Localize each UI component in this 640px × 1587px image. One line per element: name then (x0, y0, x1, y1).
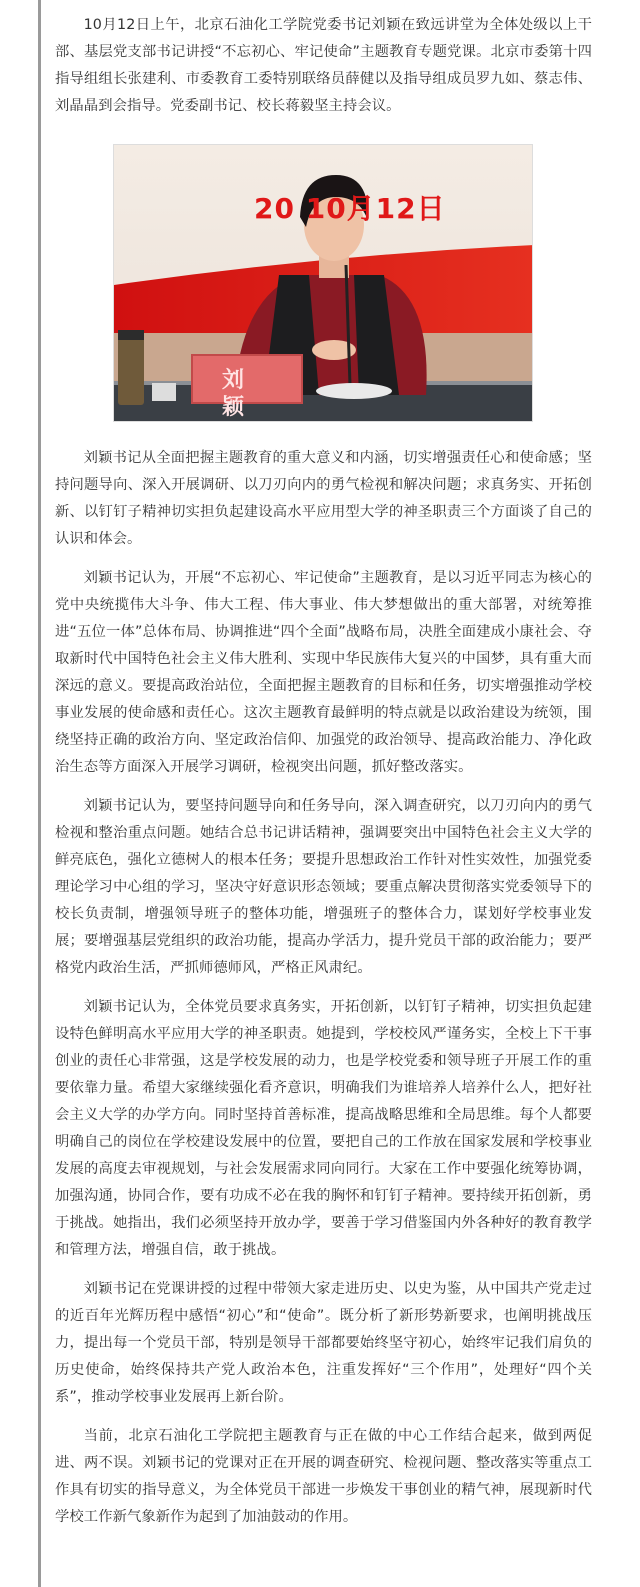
article-paragraph: 刘颖书记从全面把握主题教育的重大意义和内涵，切实增强责任心和使命感；坚持问题导向、深入开展调研、以刀刃向内的勇气检视和解决问题；求真务实、开拓创新、以钉钉子精神切实担负起建设高水平应用型大学的神圣职责三个方面谈了自己的认识和体会。 (55, 450, 592, 547)
lecture-photo (113, 144, 533, 422)
lecture-photo-illustration (114, 145, 533, 422)
article-paragraph: 刘颖书记认为，要坚持问题导向和任务导向，深入调查研究，以刀刃向内的勇气检视和整治重点问题。她结合总书记讲话精神，强调要突出中国特色社会主义大学的鲜亮底色，强化立德树人的根本任务；要提升思想政治工作针对性实效性，加强党委理论学习中心组的学习，坚决守好意识形态领域；要重点解决贯彻落实党委领导下的校长负责制，增强领导班子的整体功能，增强班子的整体合力，谋划好学校事业发展；要增强基层党组织的政治功能，提高办学活力，提升党员干部的政治能力；要严格党内政治生活，严抓师德师风，严格正风肃纪。 (55, 798, 592, 976)
left-border-line (38, 0, 41, 1587)
article-paragraph: 刘颖书记认为，全体党员要求真务实，开拓创新，以钉钉子精神，切实担负起建设特色鲜明高水平应用大学的神圣职责。她提到，学校校风严谨务实，全校上下干事创业的责任心非常强，这是学校发展的动力，也是学校党委和领导班子开展工作的重要依靠力量。希望大家继续强化看齐意识，明确我们为谁培养人培养什么人，把好社会主义大学的办学方向。同时坚持首善标准，提高战略思维和全局思维。每个人都要明确自己的岗位在学校建设发展中的位置，要把自己的工作放在国家发展和学校事业发展的高度去审视规划，与社会发展需求同向同行。大家在工作中要强化统筹协调，加强沟通，协同合作，要有功成不必在我的胸怀和钉钉子精神。要持续开拓创新，勇于挑战。她指出，我们必须坚持开放办学，要善于学习借鉴国内外各种好的教育教学和管理方法，增强自信，敢于挑战。 (55, 999, 592, 1258)
backdrop-date-text: 20 10月12日 (254, 192, 446, 225)
article-paragraph: 刘颖书记在党课讲授的过程中带领大家走进历史、以史为鉴，从中国共产党走过的近百年光辉历程中感悟“初心”和“使命”。既分析了新形势新要求，也阐明挑战压力，提出每一个党员干部，特别是领导干部都要始终坚守初心，始终牢记我们肩负的历史使命，始终保持共产党人政治本色，注重发挥好“三个作用”，处理好“四个关系”，推动学校事业发展再上新台阶。 (55, 1281, 592, 1405)
article-paragraph: 当前，北京石油化工学院把主题教育与正在做的中心工作结合起来，做到两促进、两不误。刘颖书记的党课对正在开展的调查研究、检视问题、整改落实等重点工作具有切实的指导意义，为全体党员干部进一步焕发干事创业的精气神，展现新时代学校工作新气象新作为起到了加油鼓动的作用。 (55, 1428, 592, 1525)
article-paragraph: 10月12日上午，北京石油化工学院党委书记刘颖在致远讲堂为全体处级以上干部、基层党支部书记讲授“不忘初心、牢记使命”主题教育专题党课。北京市委第十四指导组组长张建利、市委教育工委特别联络员薛健以及指导组成员罗九如、蔡志伟、刘晶晶到会指导。党委副书记、校长蒋毅坚主持会议。 (55, 17, 592, 114)
article-body (55, 12, 592, 1543)
article-paragraph: 刘颖书记认为，开展“不忘初心、牢记使命”主题教育，是以习近平同志为核心的党中央统揽伟大斗争、伟大工程、伟大事业、伟大梦想做出的重大部署，对统筹推进“五位一体”总体布局、协调推进“四个全面”战略布局，决胜全面建成小康社会、夺取新时代中国特色社会主义伟大胜利、实现中华民族伟大复兴的中国梦，具有重大而深远的意义。要提高政治站位，全面把握主题教育的目标和任务，切实增强推动学校事业发展的使命感和责任心。这次主题教育最鲜明的特点就是以政治建设为统领，围绕坚持正确的政治方向、坚定政治信仰、加强党的政治领导、提高政治能力、净化政治生态等方面深入开展学习调研，检视突出问题，抓好整改落实。 (55, 570, 592, 775)
nameplate-text: 刘 颖 (221, 367, 272, 420)
